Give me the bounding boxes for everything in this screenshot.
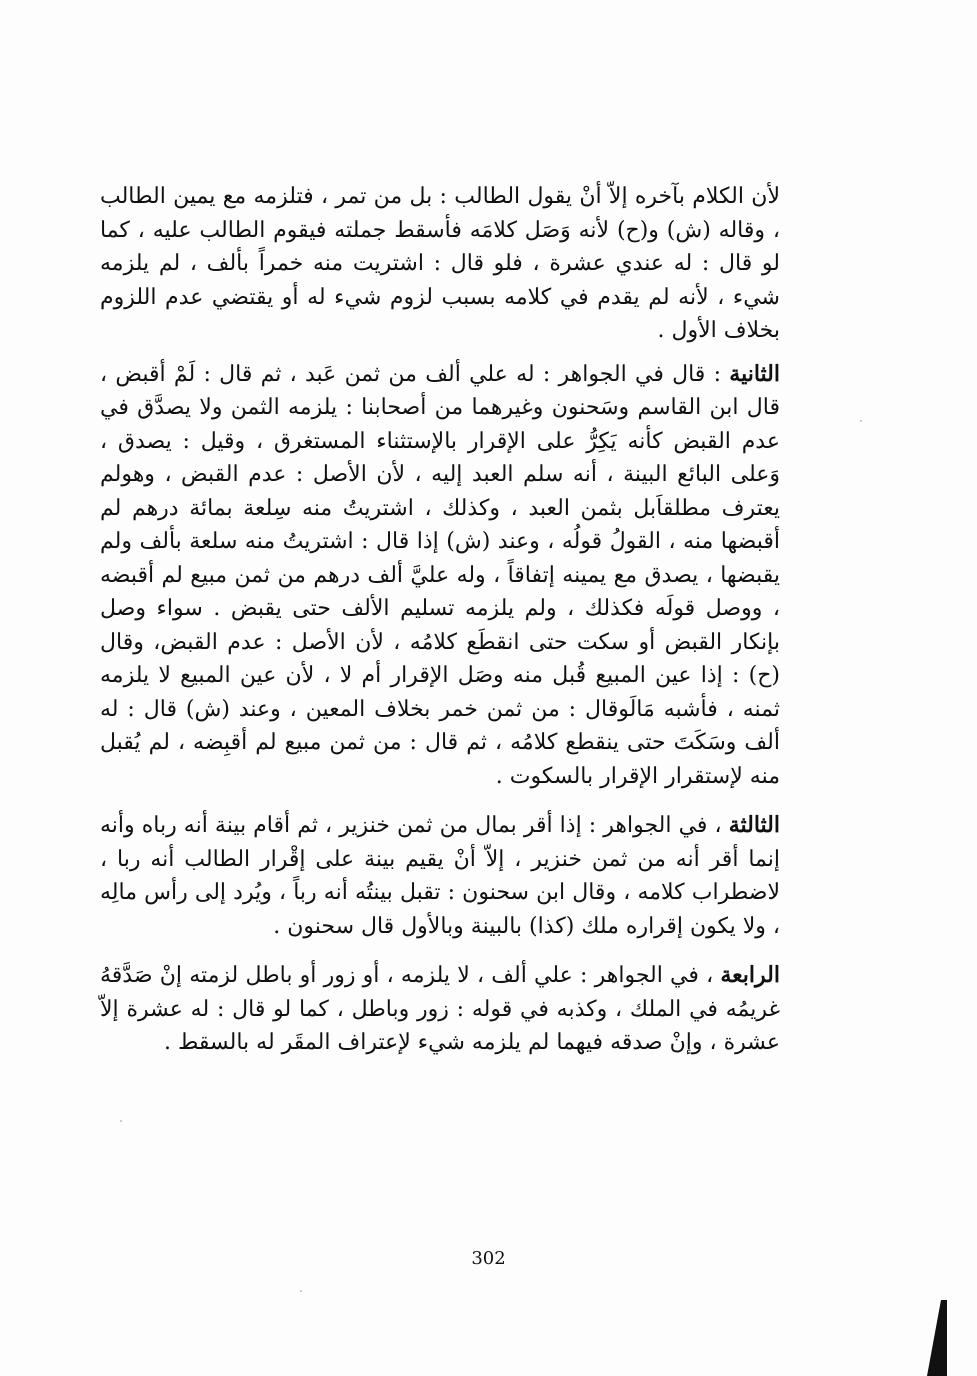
paragraph-label: الثانية <box>729 360 780 387</box>
paragraph-third <box>100 809 780 943</box>
scan-speck <box>300 1290 302 1292</box>
paragraph-text: ، في الجواهر : إذا أقر بمال من ثمن خنزير ، ثم أقام بينة أنه رباه وأنه إنما أقر أنه من ثمن خنزير ، إلاّ أنْ يقيم بينة على إقْرار الطالب أنه ربا ، لاضطراب كلامه ، وقال ابن سحنون : تقبل بينتُه أنه رباً ، ويُرد إلى رأس مالِه ، ولا يكون إقراره ملك (كذا) بالبينة وبالأول قال سحنون . <box>100 813 780 939</box>
scan-speck <box>860 420 862 422</box>
paragraph-label: الرابعة <box>720 962 780 988</box>
paragraph-intro <box>100 180 780 348</box>
scan-speck <box>120 1120 122 1122</box>
paragraph-second <box>100 358 780 794</box>
paragraph-text: ، في الجواهر : علي ألف ، لا يلزمه ، أو زور أو باطل لزمته إنْ صَدَّقهُ غريمُه في الملك ، وكذبه في قوله : زور وباطل ، كما لو قال : له عشرة إلاّ عشرة ، وإنْ صدقه فيهما لم يلزمه شيء لإعتراف المقَر له بالسقط . <box>100 963 780 1055</box>
paragraph-text: لأن الكلام بآخره إلاّ أنْ يقول الطالب : بل من تمر ، فتلزمه مع يمين الطالب ، وقاله (ش) و(ح) لأنه وَصَل كلامَه فأسقط جملته فيقوم الطالب عليه ، كما لو قال : له عندي عشرة ، فلو قال : اشتريت منه خمراً بألف ، لم يلزمه شيء ، لأنه لم يقدم في كلامه بسبب لزوم شيء له أو يقتضي عدم اللزوم بخلاف الأول . <box>100 184 780 343</box>
scan-edge-mark <box>927 1300 947 1376</box>
page-number: 302 <box>471 1248 506 1269</box>
paragraph-label: الثالثة <box>728 812 780 838</box>
paragraph-fourth <box>100 959 780 1060</box>
paragraph-text: : قال في الجواهر : له علي ألف من ثمن عَبد ، ثم قال : لَمْ أقبض ، قال ابن القاسم وسَحنون وغيرهما من أصحابنا : يلزمه الثمن ولا يصدَّق في عدم القبض كأنه يَكِرُّ على الإقرار بالإستثناء المستغرق ، وقيل : يصدق ، وَعلى البائع البينة ، أنه سلم العبد إليه ، لأن الأصل : عدم القبض ، وهولم يعترف مطلقاَبل بثمن العبد ، وكذلك ، اشتريتُ منه سِلعة بمائة درهم لم أقبضها منه ، القولُ قولُه ، وعند (ش) إذا قال : اشتريتُ منه سلعة بألف ولم يقبضها ، يصدق مع يمينه إتفاقاً ، وله عليَّ ألف درهم من ثمن مبيع لم أقبضه ، ووصل قولَه فكذلك ، ولم يلزمه تسليم الألف حتى يقبض . سواء وصل بإنكار القبض أو سكت حتى انقطَع كلامُه ، لأن الأصل : عدم القبض، وقال (ح) : إذا عين المبيع قُبل منه وصَل الإقرار أم لا ، لأن عين المبيع لا يلزمه ثمنه ، فأشبه مَالَوقال : من ثمن خمر بخلاف المعين ، وعند (ش) قال : له ألف وسَكَتَ حتى ينقطع كلامُه ، ثم قال : من ثمن مبيع لم أقبِضه ، لم يُقبل منه لإستقرار الإقرار بالسكوت . <box>100 361 781 789</box>
main-text <box>100 180 780 1076</box>
